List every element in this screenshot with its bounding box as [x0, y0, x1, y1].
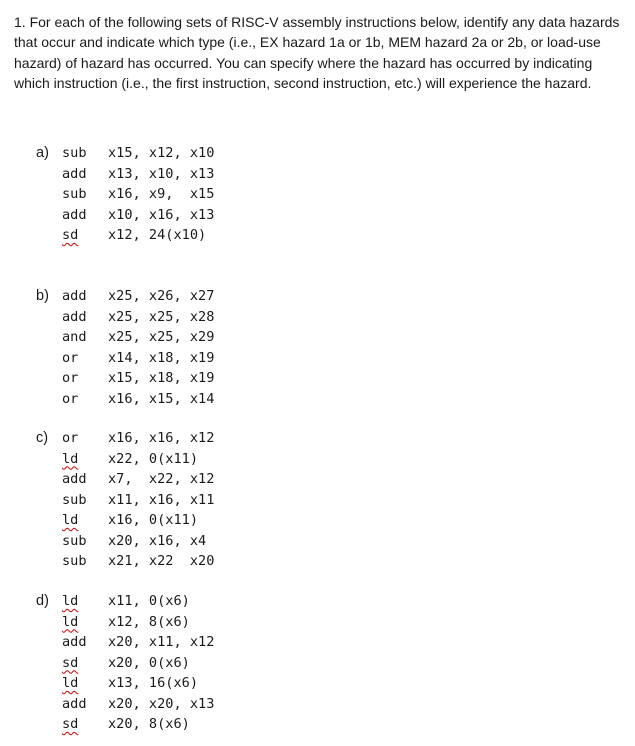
- part-label: a): [36, 145, 49, 161]
- operands: x21, x22 x20: [108, 553, 215, 569]
- operands: x25, x26, x27: [108, 288, 215, 304]
- opcode: add: [62, 308, 87, 325]
- instruction-row: [36, 207, 214, 228]
- operands: x16, x9, x15: [108, 186, 215, 202]
- opcode: or: [62, 390, 79, 407]
- operands: x20, x20, x13: [108, 695, 215, 712]
- part-label: b): [36, 288, 49, 304]
- instruction-row: [36, 309, 214, 330]
- question-text: 1. For each of the following sets of RISC-V assembly instructions below, identify any data hazards that occur and indicate which type (i.e., EX hazard 1a or 1b, MEM hazard 2a or 2b, or load-use hazard) of hazard has occurred. You can specify where the hazard has occurred by indicating which instruction (i.e., the first instruction, second instruction, etc.) will experience the hazard.: [14, 14, 620, 92]
- operands: x12, 24(x10): [108, 227, 207, 243]
- opcode: ld: [62, 512, 79, 528]
- opcode: sub: [62, 145, 87, 161]
- opcode: add: [62, 165, 87, 182]
- instruction-row: [36, 593, 214, 614]
- instruction-row: [36, 430, 214, 451]
- operands: x25, x25, x28: [108, 308, 215, 325]
- opcode: ld: [62, 593, 79, 609]
- operands: x12, 8(x6): [108, 613, 190, 630]
- operands: x13, 16(x6): [108, 675, 199, 691]
- opcode: sub: [62, 553, 87, 569]
- part-label: d): [36, 593, 49, 609]
- part-d: [36, 593, 214, 737]
- opcode: and: [62, 329, 87, 345]
- instruction-row: [36, 451, 214, 472]
- instruction-row: [36, 186, 214, 207]
- part-label: c): [36, 430, 49, 446]
- opcode: ld: [62, 613, 79, 630]
- part-c: [36, 430, 214, 574]
- operands: x10, x16, x13: [108, 206, 215, 223]
- opcode: add: [62, 288, 87, 304]
- instruction-row: [36, 716, 214, 737]
- instruction-row: [36, 553, 214, 574]
- instruction-row: [36, 288, 214, 309]
- instruction-row: [36, 696, 214, 717]
- operands: x16, 0(x11): [108, 512, 199, 528]
- operands: x7, x22, x12: [108, 471, 215, 487]
- operands: x25, x25, x29: [108, 329, 215, 345]
- operands: x11, x16, x11: [108, 491, 215, 508]
- operands: x20, 8(x6): [108, 716, 190, 732]
- operands: x20, 0(x6): [108, 654, 190, 671]
- operands: x15, x12, x10: [108, 145, 215, 161]
- operands: x16, x16, x12: [108, 430, 215, 446]
- operands: x22, 0(x11): [108, 450, 199, 467]
- opcode: add: [62, 471, 87, 487]
- operands: x16, x15, x14: [108, 390, 215, 407]
- opcode: add: [62, 206, 87, 223]
- instruction-row: [36, 145, 214, 166]
- operands: x20, x16, x4: [108, 532, 207, 549]
- instruction-row: [36, 492, 214, 513]
- instruction-row: [36, 533, 214, 554]
- instruction-row: [36, 329, 214, 350]
- opcode: add: [62, 634, 87, 650]
- instruction-row: [36, 370, 214, 391]
- opcode: or: [62, 370, 79, 386]
- operands: x15, x18, x19: [108, 370, 215, 386]
- instruction-row: [36, 227, 214, 248]
- opcode: sd: [62, 227, 79, 243]
- opcode: or: [62, 349, 79, 366]
- instruction-row: [36, 471, 214, 492]
- instruction-row: [36, 634, 214, 655]
- instruction-row: [36, 350, 214, 371]
- instruction-row: [36, 655, 214, 676]
- opcode: or: [62, 430, 79, 446]
- opcode: add: [62, 695, 87, 712]
- operands: x13, x10, x13: [108, 165, 215, 182]
- opcode: sd: [62, 716, 79, 732]
- opcode: sd: [62, 654, 79, 671]
- opcode: sub: [62, 532, 87, 549]
- opcode: sub: [62, 186, 87, 202]
- instruction-row: [36, 614, 214, 635]
- operands: x14, x18, x19: [108, 349, 215, 366]
- operands: x20, x11, x12: [108, 634, 215, 650]
- opcode: sub: [62, 491, 87, 508]
- instruction-row: [36, 391, 214, 412]
- instruction-row: [36, 166, 214, 187]
- opcode: ld: [62, 675, 79, 691]
- part-b: [36, 288, 214, 411]
- part-a: [36, 145, 214, 248]
- instruction-row: [36, 675, 214, 696]
- opcode: ld: [62, 450, 79, 467]
- operands: x11, 0(x6): [108, 593, 190, 609]
- instruction-row: [36, 512, 214, 533]
